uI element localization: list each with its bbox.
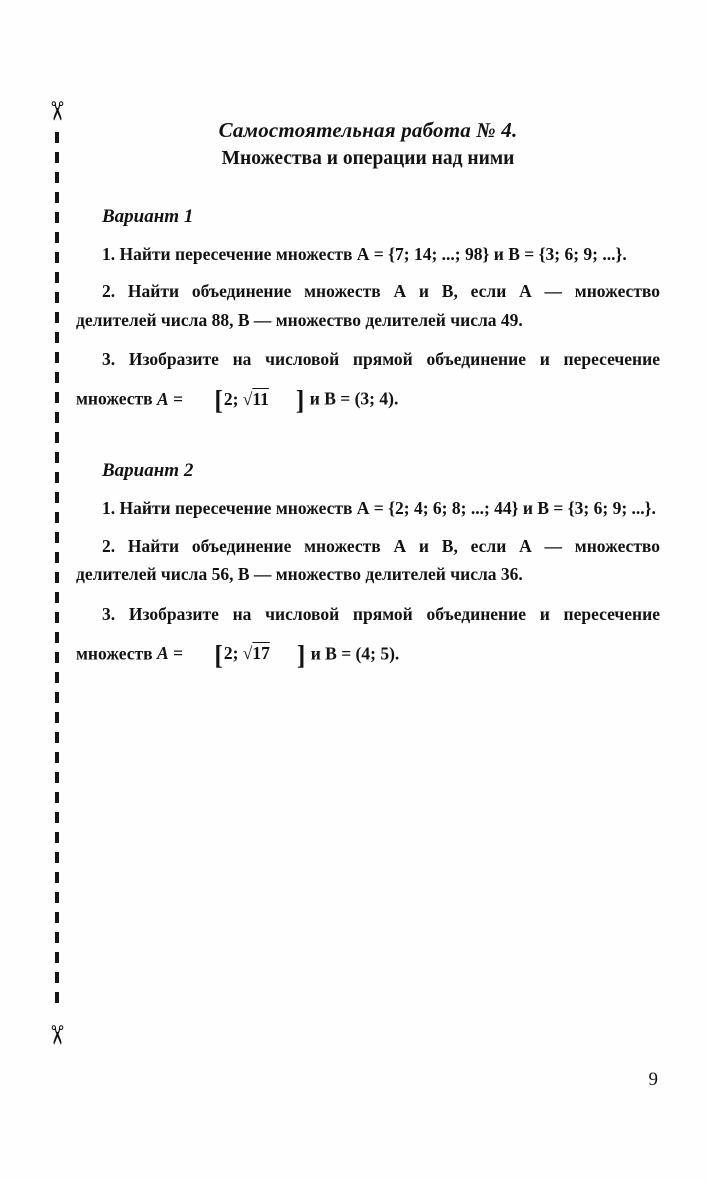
interval-expression — [156, 384, 310, 416]
problem-tail-text: и В = (4; 5). — [310, 643, 400, 664]
problem-lead-text: 3. Изобразите на числовой прямой объединение и пересечение множеств — [76, 603, 660, 664]
left-bracket: [ — [214, 639, 223, 671]
interval-expression — [156, 639, 311, 671]
variant-1-heading: Вариант 1 — [102, 206, 194, 227]
right-bracket: ] — [295, 384, 305, 416]
variant-1-problem-2: 2. Найти объединение множеств А и В, если А — множество делителей числа 88, В — множество делителей числа 49. — [76, 281, 660, 330]
variant-1-problem-1: 1. Найти пересечение множеств А = {7; 14; ...; 98} и В = {3; 6; 9; ...}. — [102, 244, 627, 264]
radicand-value: 17 — [252, 643, 270, 664]
page-content — [76, 118, 660, 688]
variant-2-problem-2: 2. Найти объединение множеств А и В, если А — множество делителей числа 56, В — множество делителей числа 36. — [76, 535, 660, 585]
radical-sign: √ — [242, 388, 253, 409]
interval-first-value: 2; — [223, 388, 239, 409]
cut-line — [55, 132, 59, 1012]
variant-2-problem-1: 1. Найти пересечение множеств А = {2; 4; 6; 8; ...; 44} и В = {3; 6; 9; ...}. — [102, 498, 656, 519]
worksheet-subtitle: Множества и операции над ними — [221, 148, 515, 169]
scissors-icon: ✂ — [42, 100, 71, 122]
variant-1-problem-3 — [76, 343, 660, 424]
interval-first-value: 2; — [223, 643, 239, 664]
radical-sign: √ — [242, 643, 253, 664]
problem-tail-text: и В = (3; 4). — [309, 388, 399, 409]
page-number: 9 — [648, 1069, 658, 1090]
variant-2-problem-3 — [76, 598, 660, 679]
set-a-label: А = — [156, 388, 183, 409]
radicand-value: 11 — [252, 388, 269, 409]
worksheet-title: Самостоятельная работа № 4. — [218, 118, 518, 142]
set-a-label: А = — [156, 643, 183, 664]
left-bracket: [ — [214, 384, 223, 416]
right-bracket: ] — [296, 639, 306, 671]
scissors-icon: ✂ — [42, 1024, 71, 1046]
variant-2-heading: Вариант 2 — [102, 460, 194, 482]
problem-lead-text: 3. Изобразите на числовой прямой объединение и пересечение множеств — [76, 349, 660, 409]
